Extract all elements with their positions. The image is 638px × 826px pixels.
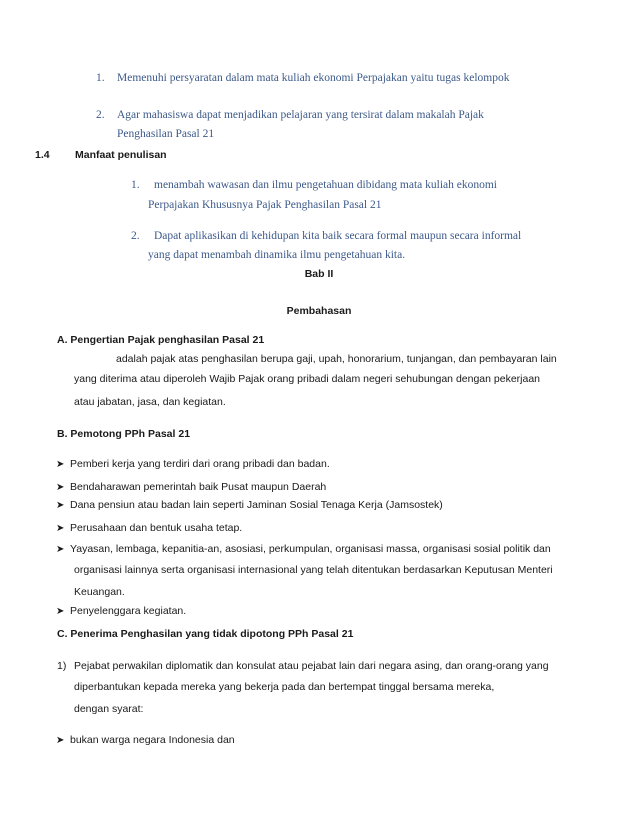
list-item: Yayasan, lembaga, kepanitia-an, asosiasi, perkumpulan, organisasi massa, organisasi sosial politik dan [70,543,551,555]
objective-text: Agar mahasiswa dapat menjadikan pelajaran yang tersirat dalam makalah Pajak [117,109,484,121]
objective-number: 2. [96,109,105,121]
paragraph-line: adalah pajak atas penghasilan berupa gaji, upah, honorarium, tunjangan, dan pembayaran lain [116,353,557,365]
list-item: bukan warga negara Indonesia dan [70,734,235,746]
benefit-text: yang dapat menambah dinamika ilmu pengetahuan kita. [148,249,406,261]
arrow-bullet-icon: ➤ [56,735,65,746]
list-item: Perusahaan dan bentuk usaha tetap. [70,522,243,534]
chapter-title: Pembahasan [286,305,352,317]
paragraph-line: Pejabat perwakilan diplomatik dan konsulat atau pejabat lain dari negara asing, dan orang-orang yang [74,660,549,672]
benefit-number: 2. [131,230,140,242]
benefit-text: Dapat aplikasikan di kehidupan kita baik secara formal maupun secara informal [154,230,522,242]
section-b-heading: B. Pemotong PPh Pasal 21 [57,428,191,440]
list-item: Dana pensiun atau badan lain seperti Jaminan Sosial Tenaga Kerja (Jamsostek) [70,499,443,511]
benefit-text: menambah wawasan dan ilmu pengetahuan dibidang mata kuliah ekonomi [154,179,497,191]
arrow-bullet-icon: ➤ [56,523,65,534]
paragraph-line: dengan syarat: [74,703,144,715]
list-item: Pemberi kerja yang terdiri dari orang pribadi dan badan. [70,458,330,470]
section-title: Manfaat penulisan [75,149,167,161]
item-number: 1) [57,660,67,672]
list-item: Penyelenggara kegiatan. [70,605,187,617]
arrow-bullet-icon: ➤ [56,459,65,470]
benefit-text: Perpajakan Khususnya Pajak Penghasilan Pasal 21 [148,199,382,211]
paragraph-line: atau jabatan, jasa, dan kegiatan. [74,396,226,408]
section-c-heading: C. Penerima Penghasilan yang tidak dipotong PPh Pasal 21 [57,628,354,640]
objective-text: Penghasilan Pasal 21 [117,128,215,140]
benefit-number: 1. [131,179,140,191]
objective-number: 1. [96,72,105,84]
list-item: Bendaharawan pemerintah baik Pusat maupun Daerah [70,481,327,493]
section-number: 1.4 [35,149,50,161]
section-a-heading: A. Pengertian Pajak penghasilan Pasal 21 [57,334,265,346]
arrow-bullet-icon: ➤ [56,544,65,555]
paragraph-line: diperbantukan kepada mereka yang bekerja pada dan bertempat tinggal bersama mereka, [74,681,495,693]
arrow-bullet-icon: ➤ [56,606,65,617]
objective-text: Memenuhi persyaratan dalam mata kuliah ekonomi Perpajakan yaitu tugas kelompok [117,72,510,84]
list-item-continuation: organisasi lainnya serta organisasi internasional yang telah ditentukan berdasarkan Keputusan Menteri [74,564,553,576]
list-item-continuation: Keuangan. [74,586,125,598]
arrow-bullet-icon: ➤ [56,500,65,511]
chapter-label: Bab II [304,268,334,280]
arrow-bullet-icon: ➤ [56,482,65,493]
paragraph-line: yang diterima atau diperoleh Wajib Pajak orang pribadi dalam negeri sehubungan dengan pekerjaan [74,373,541,385]
